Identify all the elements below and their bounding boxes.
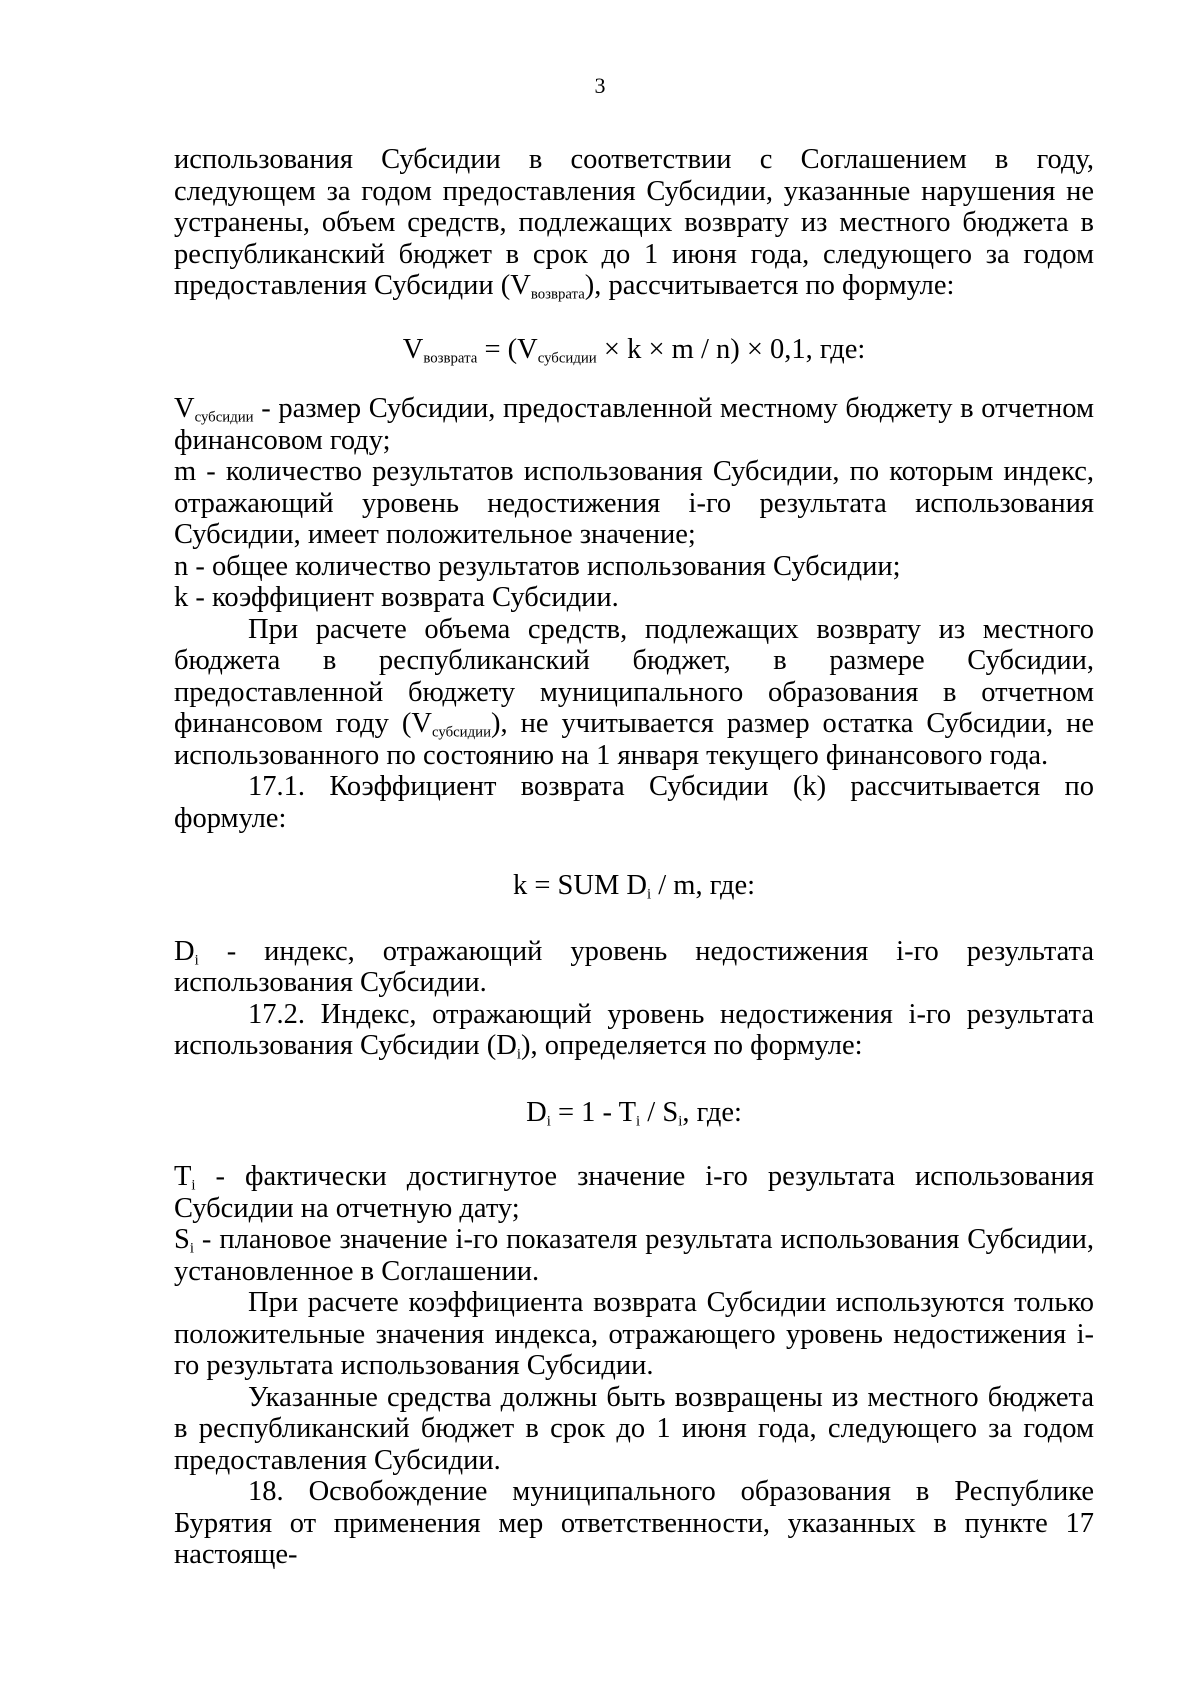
paragraph: 17.1. Коэффициент возврата Субсидии (k) рассчитывается по формуле:: [174, 771, 1094, 834]
definition-line: использования Субсидии в соответствии с Соглашением в году, следующем за годом предоставления Субсидии, указанные нарушения не устранены, объем средств, подлежащих возврату из местного бюджета в республиканский бюджет в срок до 1 июня года, следующего за годом предоставления Субсидии $(V_{возврата})$, рассчитывается по формуле:: [174, 144, 1094, 303]
paragraph: При расчете объема средств, подлежащих возврату из местного бюджета в республиканский бюджет, в размере Субсидии, предоставленной бюджету муниципального образования в отчетном финансовом году $(V_{субсидии})$, не учитывается размер остатка Субсидии, не использованного по состоянию на 1 января текущего финансового года.: [174, 613, 1094, 771]
page-number: 3: [594, 73, 606, 98]
formula: $V_{возврата} = (V_{субсидии} \times k \times m / n) \times 0,1$, где:: [402, 333, 866, 366]
paragraph: При расчете коэффициента возврата Субсидии используются только положительные значения индекса, отражающего уровень недостижения i-го результата использования Субсидии.: [174, 1287, 1094, 1381]
paragraph: 17.2. Индекс, отражающий уровень недостижения i-го результата использования Субсидии $(D_i)$, определяется по формуле:: [174, 998, 1094, 1063]
formula: $D_i = 1 - T_i / S_i$, где:: [526, 1096, 742, 1129]
formula: k = SUM $D_i$ / m, где:: [512, 870, 756, 903]
definition-line: $V_{субсидии}$ - размер Субсидии, предоставленной местному бюджету в отчетном финансовом году;: [174, 393, 1094, 456]
definition-line: m - количество результатов использования Субсидии, по которым индекс, отражающий уровень недостижения i-го результата использования Субсидии, имеет положительное значение;: [174, 456, 1094, 550]
definition-line: k - коэффициент возврата Субсидии.: [174, 582, 619, 613]
document-body: [174, 144, 1094, 1571]
definition-line: $S_i$ - плановое значение i-го показателя результата использования Субсидии, установленное в Соглашении.: [174, 1224, 1094, 1287]
definition-line: $D_i$ - индекс, отражающий уровень недостижения i-го результата использования Субсидии.: [174, 935, 1094, 998]
definition-line: n - общее количество результатов использования Субсидии;: [174, 550, 901, 582]
paragraph: 18. Освобождение муниципального образования в Республике Бурятия от применения мер ответственности, указанных в пункте 17 настояще-: [174, 1476, 1094, 1570]
definition-line: $T_i$ - фактически достигнутое значение i-го результата использования Субсидии на отчетную дату;: [174, 1161, 1094, 1224]
paragraph: Указанные средства должны быть возвращены из местного бюджета в республиканский бюджет в срок до 1 июня года, следующего за годом предоставления Субсидии.: [174, 1381, 1094, 1476]
